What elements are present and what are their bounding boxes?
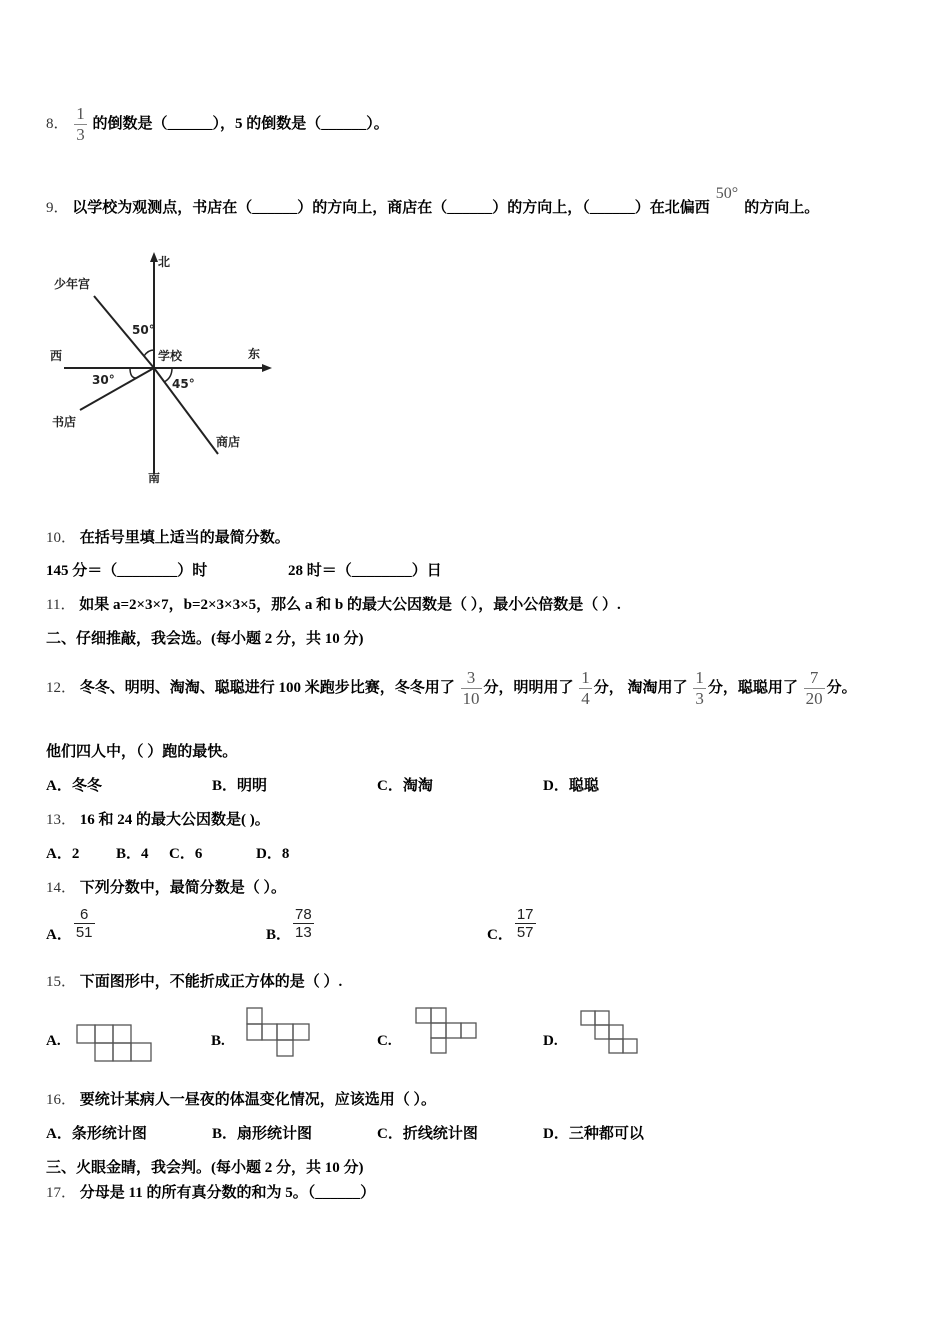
- question-number: 13．: [46, 812, 77, 828]
- question-9: [46, 185, 820, 218]
- q15-option-a-label[interactable]: A.: [46, 1033, 61, 1049]
- question-text: 16 和 24 的最大公因数是( )。: [79, 812, 270, 828]
- q13-option-b[interactable]: B．4: [116, 846, 149, 862]
- q16-option-d[interactable]: D．三种都可以: [543, 1126, 644, 1142]
- question-text: 的倒数是（______），5 的倒数是（______）。: [92, 115, 389, 132]
- question-number: 8．: [46, 115, 69, 132]
- q12-option-a[interactable]: A．冬冬: [46, 778, 102, 794]
- question-text: 以学校为观测点，书店在（______）的方向上，商店在（______）的方向上，（______）在北偏西: [72, 200, 710, 216]
- q13-option-c[interactable]: C．6: [169, 846, 203, 862]
- question-number: 12．: [46, 679, 77, 696]
- question-11: [46, 595, 621, 615]
- section-2-title: 二、仔细推敲，我会选。(每小题 2 分，共 10 分): [46, 631, 364, 647]
- question-10-part-2: 28 时＝（________）日: [288, 563, 442, 579]
- question-12-line-2: 他们四人中，（ ）跑的最快。: [46, 744, 238, 760]
- question-number: 14．: [46, 880, 77, 896]
- question-12: [46, 668, 857, 709]
- question-number: 11．: [46, 597, 76, 613]
- question-16: [46, 1090, 436, 1110]
- question-number: 9．: [46, 200, 69, 216]
- q12-option-c[interactable]: C．淘淘: [377, 778, 433, 794]
- angle-label: 50°: [715, 185, 739, 202]
- q15-option-d-label[interactable]: D.: [543, 1033, 558, 1049]
- fraction-dongdong: $\frac{3}{10}$: [462, 668, 480, 708]
- question-text: 分，聪聪用了: [707, 679, 798, 696]
- angle-50-label: 50°: [132, 323, 155, 337]
- q14-option-c[interactable]: C． $\frac{17}{57}$: [487, 906, 534, 943]
- question-number: 17．: [46, 1185, 77, 1201]
- compass-diagram: [44, 246, 280, 484]
- bookstore-label: 书店: [52, 415, 77, 429]
- question-text: 下面图形中，不能折成正方体的是（ ）.: [79, 974, 343, 990]
- question-text: 分，明明用了: [483, 679, 574, 696]
- question-13: [46, 810, 270, 830]
- question-8: [46, 104, 389, 145]
- question-text: 要统计某病人一昼夜的体温变化情况，应该选用（ ）。: [79, 1092, 437, 1108]
- fraction-taotao: $\frac{1}{3}$: [695, 668, 704, 708]
- question-text: 冬冬、明明、淘淘、聪聪进行 100 米跑步比赛，冬冬用了: [79, 679, 455, 696]
- west-label: 西: [50, 349, 63, 363]
- south-label: 南: [148, 471, 161, 484]
- q14-option-b[interactable]: B． $\frac{78}{13}$: [266, 906, 312, 943]
- question-text: 如果 a=2×3×7，b=2×3×3×5，那么 a 和 b 的最大公因数是（ ），最小公倍数是（ ）.: [79, 597, 621, 613]
- question-text: 分， 淘淘用了: [593, 679, 688, 696]
- section-3-title: 三、火眼金睛，我会判。(每小题 2 分，共 10 分): [46, 1160, 364, 1176]
- q14-option-a[interactable]: A． $\frac{6}{51}$: [46, 906, 93, 943]
- question-10: [46, 528, 290, 548]
- q15-option-b-label[interactable]: B.: [211, 1033, 225, 1049]
- question-10-part-1: 145 分＝（________）时: [46, 563, 208, 579]
- question-number: 16．: [46, 1092, 77, 1108]
- question-text: 下列分数中，最简分数是（ ）。: [79, 880, 287, 896]
- q16-option-b[interactable]: B．扇形统计图: [212, 1126, 313, 1142]
- fraction-one-third: $\frac{1}{3}$: [76, 104, 85, 144]
- shop-label: 商店: [216, 435, 241, 449]
- angle-30-label: 30°: [92, 373, 115, 387]
- youth-palace-label: 少年宫: [54, 277, 91, 291]
- cube-net-c[interactable]: [415, 1007, 485, 1064]
- q13-option-d[interactable]: D．8: [256, 846, 290, 862]
- fraction-congcong: $\frac{7}{20}$: [805, 668, 823, 708]
- question-number: 15．: [46, 974, 77, 990]
- q13-option-a[interactable]: A．2: [46, 846, 80, 862]
- school-label: 学校: [158, 349, 183, 363]
- east-label: 东: [248, 347, 261, 361]
- question-text: 分母是 11 的所有真分数的和为 5。（______）: [79, 1185, 376, 1201]
- cube-net-d[interactable]: [580, 1010, 642, 1063]
- fraction-mingming: $\frac{1}{4}$: [581, 668, 590, 708]
- question-14: [46, 878, 286, 898]
- north-label: 北: [158, 255, 171, 269]
- question-text-end: 的方向上。: [744, 200, 820, 216]
- cube-net-b[interactable]: [246, 1007, 316, 1064]
- cube-net-a[interactable]: [76, 1024, 156, 1069]
- question-text: 在括号里填上适当的最简分数。: [79, 530, 290, 546]
- question-17: [46, 1183, 375, 1203]
- q12-option-b[interactable]: B．明明: [212, 778, 268, 794]
- angle-45-label: 45°: [172, 377, 195, 391]
- question-number: 10．: [46, 530, 77, 546]
- q16-option-a[interactable]: A．条形统计图: [46, 1126, 147, 1142]
- q16-option-c[interactable]: C．折线统计图: [377, 1126, 478, 1142]
- question-text: 分。: [826, 679, 857, 696]
- question-15: [46, 972, 342, 992]
- q15-option-c-label[interactable]: C.: [377, 1033, 392, 1049]
- q12-option-d[interactable]: D．聪聪: [543, 778, 599, 794]
